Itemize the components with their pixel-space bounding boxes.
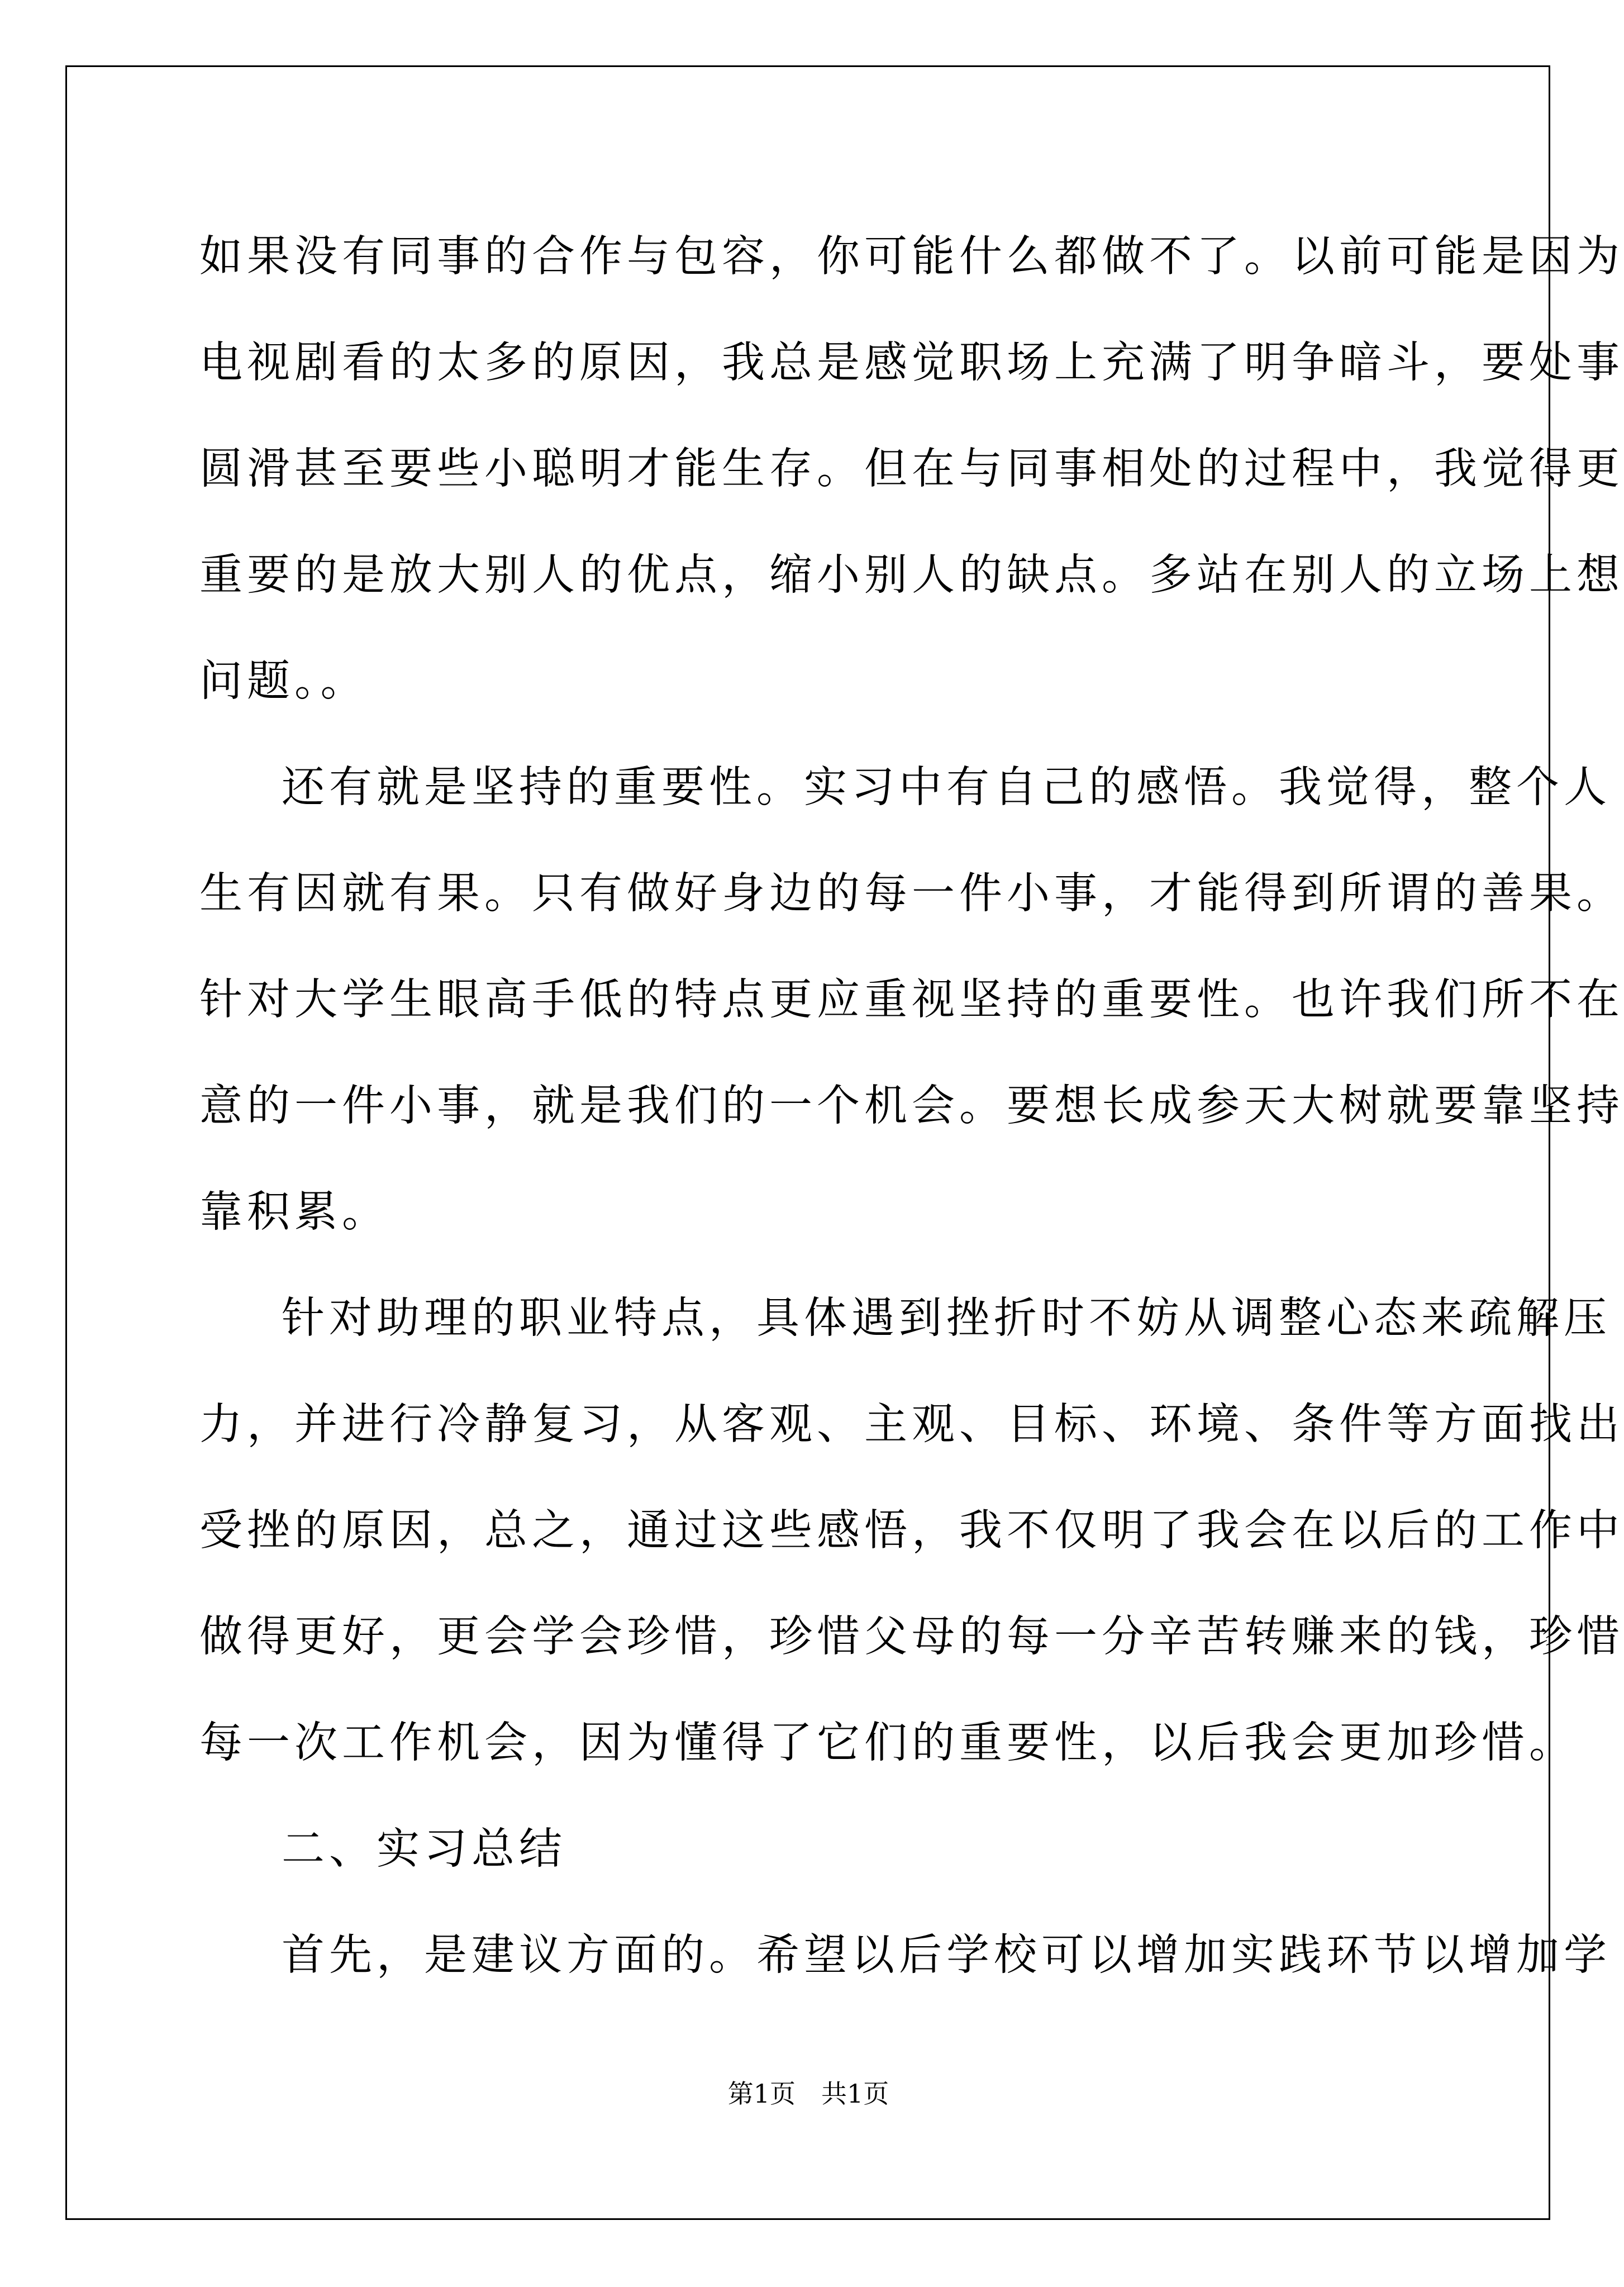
text-line: 针对助理的职业特点，具体遇到挫折时不妨从调整心态来疏解压: [282, 1294, 1611, 1343]
text-line: 首先，是建议方面的。希望以后学校可以增加实践环节以增加学: [282, 1931, 1611, 1980]
text-line: 靠积累。: [199, 1187, 389, 1237]
text-line: 二、实习总结: [282, 1824, 566, 1874]
text-line: 生有因就有果。只有做好身边的每一件小事，才能得到所谓的善果。: [199, 869, 1624, 919]
text-line: 如果没有同事的合作与包容，你可能什么都做不了。以前可能是因为: [199, 232, 1624, 282]
text-line: 意的一件小事，就是我们的一个机会。要想长成参天大树就要靠坚持: [199, 1081, 1624, 1131]
text-line: 重要的是放大别人的优点，缩小别人的缺点。多站在别人的立场上想: [199, 550, 1624, 600]
text-line: 每一次工作机会，因为懂得了它们的重要性，以后我会更加珍惜。: [199, 1718, 1577, 1768]
text-line: 力，并进行冷静复习，从客观、主观、目标、环境、条件等方面找出: [199, 1400, 1624, 1449]
text-line: 做得更好，更会学会珍惜，珍惜父母的每一分辛苦转赚来的钱，珍惜: [199, 1612, 1624, 1662]
text-line: 圆滑甚至要些小聪明才能生存。但在与同事相处的过程中，我觉得更: [199, 444, 1624, 494]
text-line: 受挫的原因，总之，通过这些感悟，我不仅明了我会在以后的工作中: [199, 1506, 1624, 1556]
text-line: 针对大学生眼高手低的特点更应重视坚持的重要性。也许我们所不在: [199, 975, 1624, 1025]
text-line: 还有就是坚持的重要性。实习中有自己的感悟。我觉得，整个人: [282, 763, 1611, 812]
text-line: 问题。。: [199, 657, 368, 706]
page-footer: 第1页 共1页: [727, 2079, 889, 2109]
text-line: 电视剧看的太多的原因，我总是感觉职场上充满了明争暗斗，要处事: [199, 338, 1624, 388]
document-body: [199, 204, 1624, 2009]
